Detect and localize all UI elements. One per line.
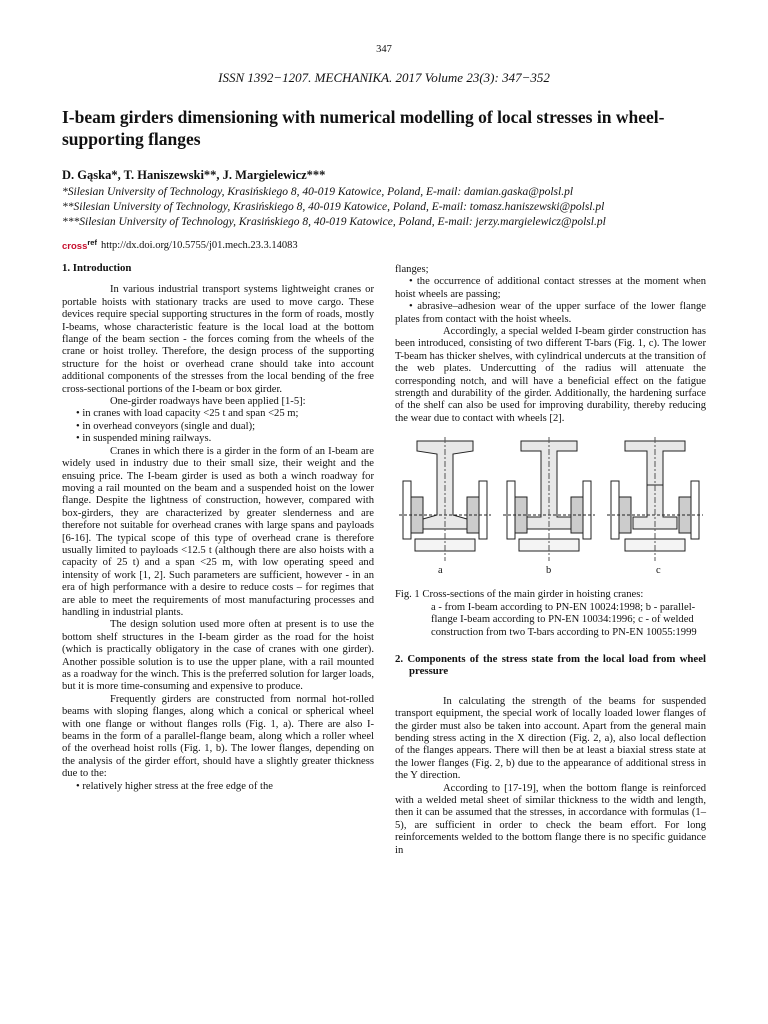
- doi-line: [62, 238, 298, 252]
- crossref-logo: cross$^{ref}$: [62, 238, 97, 253]
- right-column: [395, 264, 706, 857]
- bullet-item: • in overhead conveyors (single and dual);: [76, 420, 256, 432]
- affiliation-3: ***Silesian University of Technology, Krasińskiego 8, 40-019 Katowice, Poland, E-mail: jerzy.margielewicz@polsl.pl: [62, 216, 606, 228]
- affiliation-1: *Silesian University of Technology, Krasińskiego 8, 40-019 Katowice, Poland, E-mail: damian.gaska@polsl.pl: [62, 186, 574, 198]
- caption-lead: Fig. 1 Cross-sections of the main girder in hoisting cranes:: [395, 589, 644, 601]
- left-column: [62, 262, 374, 793]
- doi-link[interactable]: http://dx.doi.org/10.5755/j01.mech.23.3.14083: [100, 239, 298, 251]
- authors: D. Gąska*, T. Haniszewski**, J. Margielewicz***: [62, 168, 326, 182]
- figure-label-b: b: [546, 565, 552, 577]
- cross-section-a: [399, 437, 491, 561]
- paper-title: I-beam girders dimensioning with numerical modelling of local stresses in wheel-supporting flanges: [62, 107, 665, 149]
- paragraph: Frequently girders are constructed from normal hot-rolled beams with sloping flanges, along which a conical or spherical wheel with one flange or without flanges rolls (Fig. 1, a). There are also I-beams in the form of a parallel-flange beam, along which a roller wheel of the overhead hoist rolls (Fig. 1, b). The lower flanges, depending on the analysis of the girder effort, should have a slightly greater thickness due to the:: [62, 693, 374, 780]
- bullet-item: • the occurrence of additional contact stresses at the moment when hoist wheels are passing;: [395, 276, 706, 300]
- cross-section-c: [607, 437, 703, 561]
- paragraph: Cranes in which there is a girder in the form of an I-beam are widely used in industry due to their small size, their weight and the ensuing price. The I-beam girder is used as both a winch roadway for moving a rail mounted on the beam and a suspended hoist on the lower flange. Despite the lightness of construction, however, compared with box-girders, they are characterized by greater slenderness and are therefore not suitable for overhead cranes with large spans and payloads [6-16]. The typical scope of this type of overhead crane is therefore usually limited to payloads <12.5 t (although there are also hoists with a capacity of 25 t) and a span <25 m, with low operating speed and intensity of work [1, 2]. Such parameters are sufficient, however - in an era of high performance with a desire to reduce costs – for regimes that are able to meet the requirements of most manufacturing processes and handling in industrial plants.: [62, 445, 374, 618]
- bullet-item: • in suspended mining railways.: [76, 433, 212, 445]
- paragraph: flanges;: [395, 264, 429, 275]
- paragraph: According to [17-19], when the bottom flange is reinforced with a welded metal sheet of similar thickness to the width and length, then it can be assumed that the stresses, in accordance with formulas (1–5), are sufficient in order to check the beam effort. For long reinforcements welded to the bottom flange there is no specific guidance in: [395, 782, 706, 856]
- figure-label-a: a: [438, 565, 443, 577]
- cross-section-b: [503, 437, 595, 561]
- paragraph: In calculating the strength of the beams for suspended transport equipment, the special work of locally loaded lower flanges of the girder must also be taken into account. Apart from the general main bending stress acting in the X direction (Fig. 2, a), also local deflection of the flanges appears. There will then be at least a biaxial stress state at the lower flanges (Fig. 2, b) due to the appearance of additional stress in the Y direction.: [395, 695, 706, 782]
- page-number: 347: [376, 44, 392, 55]
- paragraph: The design solution used more often at present is to use the bottom shelf structures in the I-beam girder as the road for the hoist (which is practically obligatory in the case of cranes with one girder). Another possible solution is to use the upper plane, with a rail mounted as a roadway for the winch. This is the preferred solution for larger loads, but it is more time-consuming and expensive to produce.: [62, 619, 374, 693]
- bullet-item: • abrasive–adhesion wear of the upper surface of the lower flange plates from contact with the hoist wheels.: [395, 301, 706, 325]
- paragraph: Accordingly, a special welded I-beam girder construction has been introduced, consisting of two different T-bars (Fig. 1, c). The lower T-beam has thicker shelves, with cylindrical undercuts at the transition of the web plates. Undercutting of the radius will attenuate the corresponding notch, and will have a beneficial effect on the fatigue strength and durability of the girder. Additionally, the hardening surface of the shelf can also be used for improving durability, thereby reducing the wear due to contact with wheels [2].: [395, 326, 706, 424]
- section-heading-introduction: 1. Introduction: [62, 262, 132, 274]
- figure-1: [395, 437, 706, 583]
- figure-1-caption: [395, 589, 706, 639]
- affiliation-2: **Silesian University of Technology, Krasińskiego 8, 40-019 Katowice, Poland, E-mail: tomasz.haniszewski@polsl.pl: [62, 201, 605, 213]
- section-heading-components: 2. Components of the stress state from the local load from wheel pressure: [395, 652, 706, 678]
- figure-label-c: c: [656, 565, 661, 577]
- caption-body: a - from I-beam according to PN-EN 10024:1998; b - parallel-flange I-beam according to PN-EN 10034:1996; c - of welded construction from two T-bars according to PN-EN 10055:1999: [431, 601, 697, 638]
- journal-header: ISSN 1392−1207. MECHANIKA. 2017 Volume 23(3): 347−352: [218, 70, 550, 85]
- bullet-item: • relatively higher stress at the free edge of the: [76, 780, 273, 792]
- paragraph: In various industrial transport systems lightweight cranes or portable hoists with stationary tracks are used to move cargo. These devices require special supporting structures in the form of roads, mostly I-beams, whose characteristic feature is the local load at the bottom flange of the beam section - the forces coming from the wheels of the crane or hoist trolley. Therefore, the design process of the supporting structure for the hoist or overhead crane should take into account additional components of the stresses from the local bending of the free cross-sectional portions of the I-beam or box girder.: [62, 284, 374, 395]
- paragraph: One-girder roadways have been applied [1-5]:: [110, 396, 306, 408]
- figure-1-drawing: [395, 437, 706, 563]
- bullet-item: • in cranes with load capacity <25 t and span <25 m;: [76, 408, 299, 420]
